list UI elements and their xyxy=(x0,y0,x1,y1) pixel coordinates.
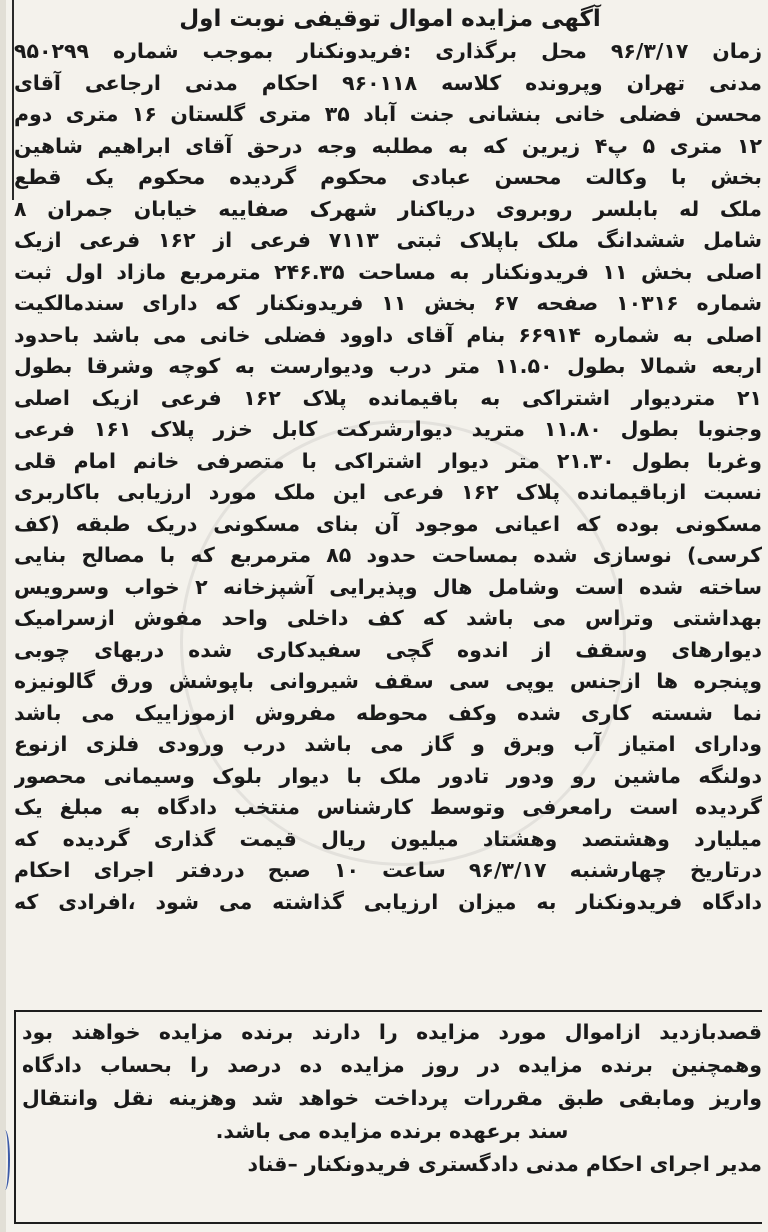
notice-line: ساخته شده است وشامل هال وپذیرایی آشپزخانه ۲ خواب وسرویس xyxy=(14,574,762,599)
notice-line: بخش با وکالت محسن عبادی محکوم گردیده محکوم یک قطع xyxy=(14,165,762,189)
notice-title: آگهی مزایده اموال توقیفی نوبت اول xyxy=(179,6,601,32)
notice-line: ودارای امتیاز آب وبرق و گاز می باشد درب ورودی فلزی ازنوع xyxy=(14,732,762,756)
notice-line: گردیده است رامعرفی وتوسط کارشناس منتخب دادگاه به مبلغ یک xyxy=(14,795,762,819)
terms-line: قصدبازدید ازاموال مورد مزایده را دارند برنده مزایده خواهند بود xyxy=(22,1020,762,1044)
terms-line: وهمچنین برنده مزایده در روز مزایده ده درصد را بحساب دادگاه xyxy=(22,1053,762,1077)
notice-line: وپنجره ها ازجنس یوپی سی سقف شیروانی باپوشش ورق گالونیزه xyxy=(14,669,762,693)
terms-line: واریز ومابقی طبق مقررات پرداخت خواهد شد وهزینه نقل وانتقال xyxy=(22,1086,762,1110)
signature-line: مدیر اجرای احکام مدنی دادگستری فریدونکنار –قناد xyxy=(247,1152,762,1176)
notice-line: اصلی بخش ۱۱ فریدونکنار به مساحت ۲۴۶.۳۵ مترمربع مازاد اول ثبت xyxy=(14,259,762,284)
page-left-edge xyxy=(0,0,6,1232)
notice-line: میلیارد وهشتصد وهشتاد میلیون ریال قیمت گذاری گردیده که xyxy=(14,826,762,851)
notice-line: اصلی به شماره ۶۶۹۱۴ بنام آقای داوود فضلی خانی می باشد باحدود xyxy=(14,322,762,347)
notice-line: درتاریخ چهارشنبه ۹۶/۳/۱۷ ساعت ۱۰ صبح دردفتر اجرای احکام xyxy=(14,858,762,882)
notice-line: کرسی) نوسازی شده بمساحت حدود ۸۵ مترمربع که با مصالح بنایی xyxy=(14,543,762,567)
notice-line: اربعه شمالا بطول ۱۱.۵۰ متر درب ودیوارست به کوچه وشرقا بطول xyxy=(14,354,762,378)
terms-line: سند برعهده برنده مزایده می باشد. xyxy=(215,1119,569,1143)
notice-line: وجنوبا بطول ۱۱.۸۰ مترید دیوارشرکت کابل خزر پلاک ۱۶۱ فرعی xyxy=(14,417,762,441)
terms-box xyxy=(22,1016,762,1181)
notice-line: ۱۲ متری ۵ پ۴ زیرین که به مطلبه وجه درحق آقای ابراهیم شاهین xyxy=(14,133,762,158)
notice-line: شامل ششدانگ ملک باپلاک ثبتی ۷۱۱۳ فرعی از ۱۶۲ فرعی ازیک xyxy=(14,228,762,252)
notice-line: مدنی تهران وپرونده کلاسه ۹۶۰۱۱۸ احکام مدنی ارجاعی آقای xyxy=(14,70,762,95)
notice-line: بهداشتی وتراس می باشد که کف داخلی واحد مفوش ازسرامیک xyxy=(14,606,762,630)
notice-body xyxy=(14,36,762,918)
notice-line: ملک له بابلسر روبروی دریاکنار شهرک صفاییه خیابان جمران ۸ xyxy=(14,196,762,221)
notice-line: دیوارهای وسقف از اندوه گچی سفیدکاری شده دربهای چوبی xyxy=(14,637,762,662)
notice-line: دادگاه فریدونکنار به میزان ارزیابی گذاشته می شود ،افرادی که xyxy=(14,889,762,914)
notice-line: محسن فضلی خانی بنشانی جنت آباد ۳۵ متری گلستان ۱۶ متری دوم xyxy=(14,102,762,126)
notice-line: مسکونی بوده که اعیانی موجود آن بنای مسکونی دریک طبقه (کف xyxy=(14,511,762,536)
notice-line: ۲۱ متردیوار اشتراکی به باقیمانده پلاک ۱۶۲ فرعی ازیک اصلی xyxy=(14,385,762,410)
notice-line: وغربا بطول ۲۱.۳۰ متر دیوار اشتراکی با متصرفی خانم امام قلی xyxy=(14,448,762,473)
notice-line: شماره ۱۰۳۱۶ صفحه ۶۷ بخش ۱۱ فریدونکنار که دارای سندمالکیت xyxy=(14,291,762,315)
notice-line: دولنگه ماشین رو ودور تادور ملک با دیوار بلوک وسیمانی محصور xyxy=(14,763,762,788)
notice-line: نما شسته کاری شده وکف محوطه مفروش ازموزاییک می باشد xyxy=(14,700,762,725)
notice-line: نسبت ازباقیمانده پلاک ۱۶۲ فرعی این ملک مورد ارزیابی باکاربری xyxy=(14,480,762,504)
pen-mark xyxy=(0,1130,10,1190)
notice-line: زمان ۹۶/۳/۱۷ محل برگذاری :فریدونکنار بموجب شماره ۹۵۰۲۹۹ xyxy=(14,39,762,63)
